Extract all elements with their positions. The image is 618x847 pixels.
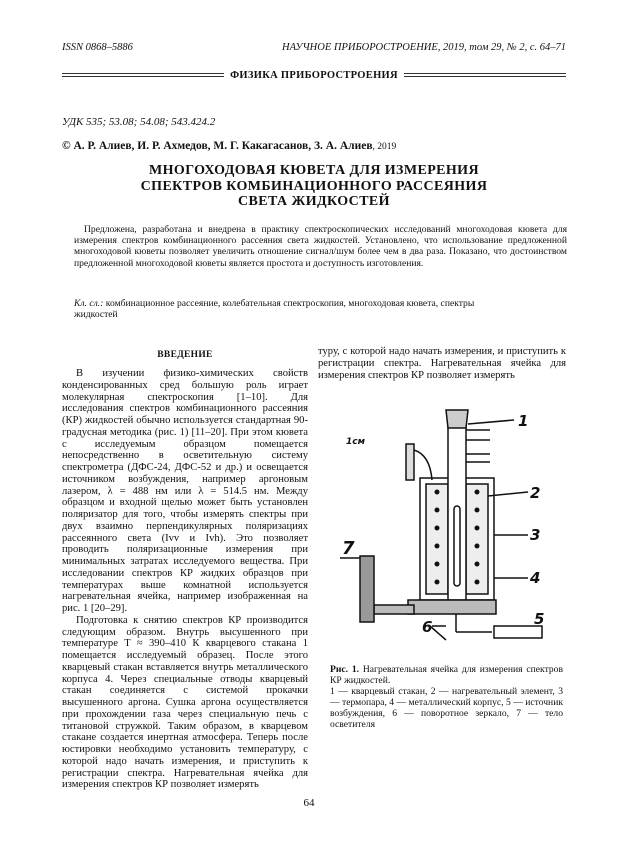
label-3: 3 xyxy=(530,526,541,544)
keywords-label: Кл. сл.: xyxy=(74,298,104,309)
section-heading: ВВЕДЕНИЕ xyxy=(157,350,213,360)
section-rule xyxy=(62,70,566,80)
keywords-text: комбинационное рассеяние, колебательная спектроскопия, многоходовая кювета, спектры жидкостей xyxy=(74,298,475,321)
label-2: 2 xyxy=(530,484,541,502)
author-names: А. Р. Алиев, И. Р. Ахмедов, М. Г. Какагасанов, З. А. Алиев xyxy=(73,140,373,152)
paragraph-continuation xyxy=(318,346,566,381)
continued-text: туру, с которой надо начать измерения, и приступить к регистрации спектра. Нагревательная ячейка для измерения спектров КР позволяет измерять xyxy=(318,346,566,381)
heater-right xyxy=(466,484,488,594)
label-4: 4 xyxy=(530,569,541,587)
divider xyxy=(404,73,566,77)
title-line: СВЕТА ЖИДКОСТЕЙ xyxy=(238,194,390,209)
udk: УДК 535; 53.08; 54.08; 543.424.2 xyxy=(62,116,216,128)
year: , 2019 xyxy=(372,142,397,152)
caption-label: Рис. 1. xyxy=(330,664,360,675)
abstract: Предложена, разработана и внедрена в практику спектроскопических исследований многоходовая кювета для измерения спектров комбинационного рассеяния света жидкостей. Установлено, что использование предложенной многоходовой кюветы позволяет увеличить отношение сигнал/шум более чем в два раза. Показано, что достоинством предложенной многоходовой кюветы является простота и доступность изготовления. xyxy=(74,224,567,269)
page-number: 64 xyxy=(303,797,315,809)
thermocouple-connector xyxy=(406,444,414,480)
label-5: 5 xyxy=(534,610,545,628)
section-title: ФИЗИКА ПРИБОРОСТРОЕНИЯ xyxy=(230,69,398,81)
paragraph: Подготовка к снятию спектров КР производится следующим образом. Внутрь высушенного при температуре T ≈ 390–410 К кварцевого стакана 1 помещается исследуемый образец. После этого кварцевый стакан вставляется внутрь металлического корпуса 4. Через специальные отводы кварцевый стакан соединяется с системой прокачки высушенного аргона. Сушка аргона осуществляется при прохождении газа через специальную печь с титановой стружкой. Таким образом, в кварцевом стакане создается инертная атмосфера. Теперь после юстировки необходимо установить температуру, с которой надо начать измерения, и приступить к регистрации спектра. Нагревательная ячейка для измерения спектров КР позволяет измерять xyxy=(62,614,308,791)
label-1: 1 xyxy=(518,412,529,430)
heater-left xyxy=(426,484,448,594)
right-column xyxy=(318,346,566,381)
caption-legend: 1 — кварцевый стакан, 2 — нагревательный элемент, 3 — термопара, 4 — металлический корпус, 5 — источник возбуждения, 6 — поворотное зеркало, 7 — тело осветителя xyxy=(330,686,563,730)
arm xyxy=(374,605,414,614)
label-6: 6 xyxy=(422,618,433,636)
illuminator-body xyxy=(360,556,374,622)
paragraph: В изучении физико-химических свойств конденсированных сред большую роль играет молекулярная спектроскопия [1–10]. Для исследования спектров комбинационного рассеяния (КР) жидкостей обычно используется стандартная 90-градусная методика (рис. 1) [11–20]. При этом кювета с исследуемым образцом помещается непосредственно в осветительную систему спектрометра (ДФС-24, ДФС-52 и др.) и освещается источником возбуждения, например аргоновым лазером, λ = 488 нм или λ = 514.5 нм. Между образцом и входной щелью может быть установлен поляризатор для того, чтобы измерять спектры при двух взаимно перпендикулярных поляризациях рассеянного света (Ivv и Ivh). Это позволяет проводить поляризационные измерения при минимальных затратах исследуемого вещества. При исследовании спектров КР жидких образцов при температурах выше комнатной используется нагревательная ячейка, например изображенная на рис. 1 [20–29]. xyxy=(62,368,308,614)
base-plate xyxy=(408,600,496,614)
copyright-sign: © xyxy=(62,140,71,152)
issn: ISSN 0868–5886 xyxy=(62,42,133,53)
journal-info: НАУЧНОЕ ПРИБОРОСТРОЕНИЕ, 2019, том 29, № 2, с. 64–71 xyxy=(282,42,566,53)
caption-title: Нагревательная ячейка для измерения спектров КР жидкостей. xyxy=(330,664,563,686)
paper-title xyxy=(62,163,566,210)
stopper xyxy=(446,410,468,428)
authors xyxy=(62,140,396,152)
label-7: 7 xyxy=(342,538,355,559)
left-column xyxy=(62,368,308,847)
figure-heating-cell xyxy=(330,400,570,650)
title-line: СПЕКТРОВ КОМБИНАЦИОННОГО РАССЕЯНИЯ xyxy=(140,178,488,194)
title-line: МНОГОХОДОВАЯ КЮВЕТА ДЛЯ ИЗМЕРЕНИЯ xyxy=(149,163,479,178)
scale-label: 1см xyxy=(346,437,365,447)
divider xyxy=(62,73,224,77)
figure-caption xyxy=(330,664,563,730)
keywords xyxy=(74,298,514,320)
